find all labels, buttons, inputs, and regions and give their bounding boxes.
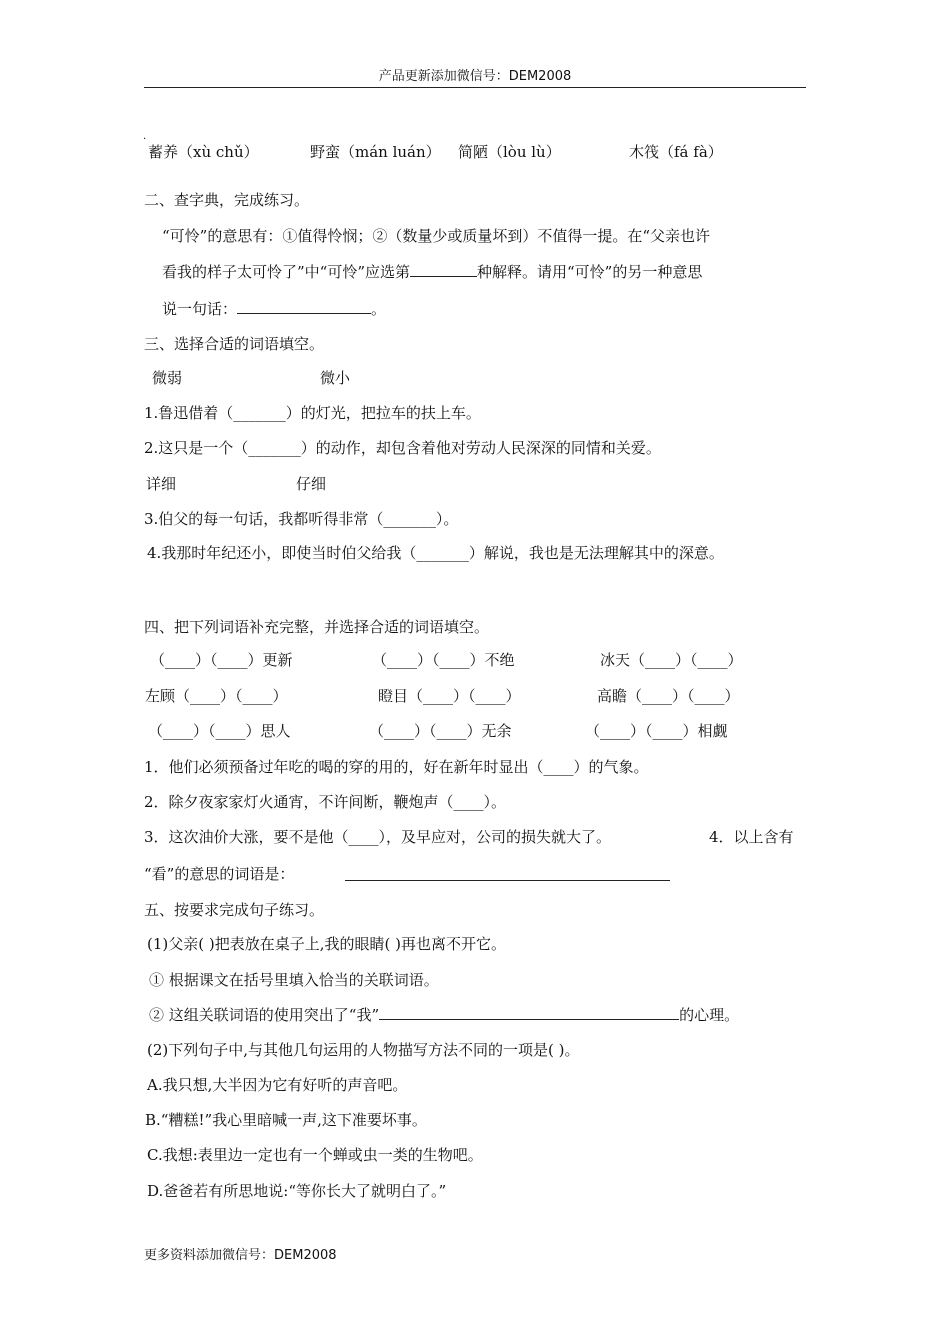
idiom-r1-c1: （____）（____）更新 xyxy=(150,651,293,669)
section-5-title: 五、按要求完成句子练习。 xyxy=(144,901,325,919)
page-header: 产品更新添加微信号：DEM2008 xyxy=(378,69,572,84)
section-2-line-3-start: 说一句话： xyxy=(162,300,238,318)
section-2-line-2-end: 种解释。请用“可怜”的另一种意思 xyxy=(477,263,703,281)
section-2-line-3 xyxy=(162,299,386,319)
section-5-q1: (1)父亲( )把表放在桌子上,我的眼睛( )再也离不开它。 xyxy=(147,935,506,953)
option-c: C.我想:表里边一定也有一个蝉或虫一类的生物吧。 xyxy=(147,1146,483,1164)
option-a: A.我只想,大半因为它有好听的声音吧。 xyxy=(147,1076,408,1094)
option-b: B.“糟糕!”我心里暗喊一声,这下准要坏事。 xyxy=(145,1111,427,1129)
word-choice-2b: 仔细 xyxy=(296,475,327,493)
section-2-line-2-start: 看我的样子太可怜了”中“可怜”应选第 xyxy=(162,263,411,281)
section-3-q3: 3.伯父的每一句话，我都听得非常（_______）。 xyxy=(144,510,459,528)
pinyin-item-3: 简陋（lòu lù） xyxy=(458,143,561,161)
idiom-r2-c2: 瞪目（____）（____） xyxy=(378,687,521,705)
section-3-title: 三、选择合适的词语填空。 xyxy=(144,335,325,353)
word-choice-2a: 详细 xyxy=(146,475,177,493)
pinyin-item-2: 野蛮（mán luán） xyxy=(310,143,441,161)
answer-blank[interactable] xyxy=(379,1005,679,1020)
idiom-r3-c1: （____）（____）思人 xyxy=(148,722,291,740)
option-d: D.爸爸若有所思地说:“等你长大了就明白了。” xyxy=(147,1182,447,1200)
section-5-q1-a: ① 根据课文在括号里填入恰当的关联词语。 xyxy=(149,971,439,989)
header-rule xyxy=(144,87,806,88)
idiom-r3-c2: （____）（____）无余 xyxy=(369,722,512,740)
sentence-blank[interactable] xyxy=(237,299,371,314)
idiom-r1-c2: （____）（____）不绝 xyxy=(372,651,515,669)
idiom-r3-c3: （____）（____）相觑 xyxy=(585,722,728,740)
idiom-r2-c3: 高瞻（____）（____） xyxy=(597,687,740,705)
section-4-q3: 3．这次油价大涨，要不是他（____），及早应对，公司的损失就大了。 xyxy=(144,828,612,846)
idiom-r1-c3: 冰天（____）（____） xyxy=(600,651,743,669)
section-3-q1: 1.鲁迅借着（_______）的灯光，把拉车的扶上车。 xyxy=(144,404,481,422)
answer-blank[interactable] xyxy=(410,262,477,277)
section-4-q2: 2．除夕夜家家灯火通宵，不许间断，鞭炮声（____）。 xyxy=(144,793,507,811)
section-5-q1-b xyxy=(149,1005,739,1025)
section-2-line-1: “可怜”的意思有：①值得怜悯；②（数量少或质量坏到）不值得一提。在“父亲也许 xyxy=(162,227,711,245)
section-4-q4-number: 4．以上含有 xyxy=(709,828,794,846)
section-4-q1: 1．他们必须预备过年吃的喝的穿的用的，好在新年时显出（____）的气象。 xyxy=(144,758,649,776)
word-choice-1b: 微小 xyxy=(320,369,351,387)
section-5-q2: (2)下列句子中,与其他几句运用的人物描写方法不同的一项是( )。 xyxy=(147,1041,580,1059)
section-2-line-3-end: 。 xyxy=(371,300,387,318)
idiom-r2-c1: 左顾（____）（____） xyxy=(145,687,288,705)
word-choice-1a: 微弱 xyxy=(152,369,183,387)
answer-line[interactable] xyxy=(345,867,670,881)
bullet-marker: · xyxy=(143,134,147,145)
section-5-q1-b-end: 的心理。 xyxy=(679,1006,740,1024)
section-2-line-2 xyxy=(162,262,702,282)
pinyin-item-4: 木筏（fá fà） xyxy=(629,143,723,161)
page-footer: 更多资料添加微信号：DEM2008 xyxy=(144,1248,337,1263)
section-4-title: 四、把下列词语补充完整，并选择合适的词语填空。 xyxy=(144,618,490,636)
section-2-title: 二、查字典，完成练习。 xyxy=(144,191,310,209)
section-5-q1-b-start: ② 这组关联词语的使用突出了“我” xyxy=(149,1006,380,1024)
section-4-q4-text: “看”的意思的词语是： xyxy=(144,865,295,883)
section-3-q2: 2.这只是一个（_______）的动作，却包含着他对劳动人民深深的同情和关爱。 xyxy=(144,439,661,457)
section-3-q4: 4.我那时年纪还小，即使当时伯父给我（_______）解说，我也是无法理解其中的深意。 xyxy=(147,544,724,562)
pinyin-item-1: 蓄养（xù chǔ） xyxy=(148,143,259,161)
